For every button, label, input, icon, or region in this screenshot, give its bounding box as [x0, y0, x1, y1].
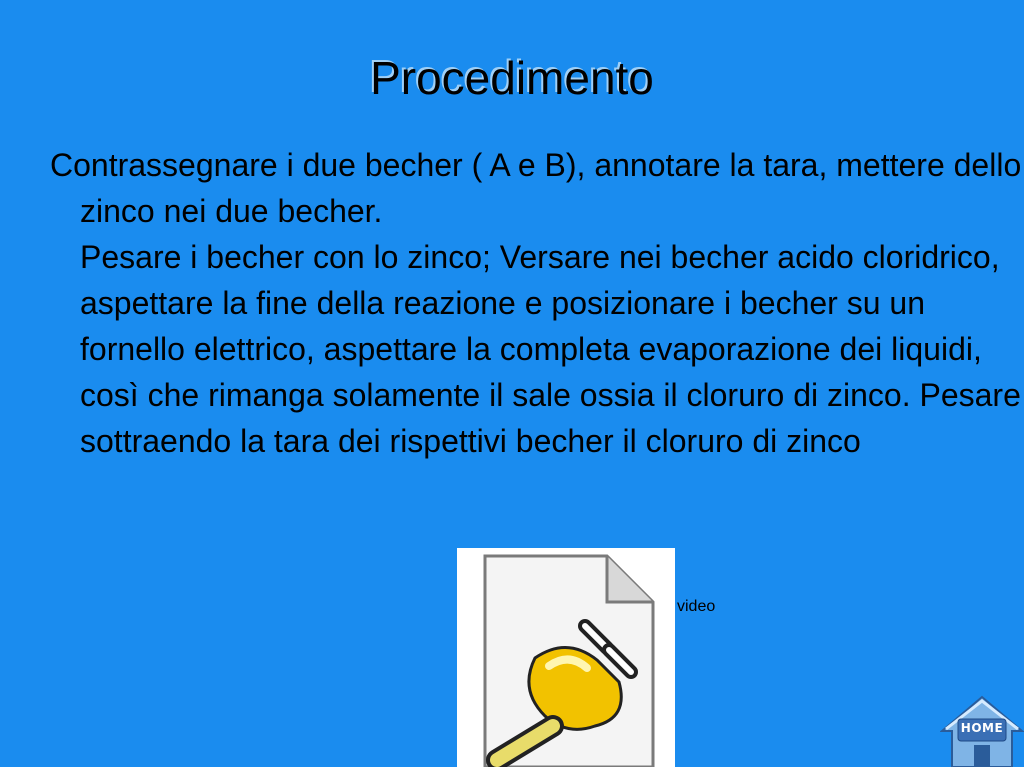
home-button[interactable]	[940, 693, 1024, 767]
slide-body-text: Contrassegnare i due becher ( A e B), annotare la tara, mettere dello zinco nei due becher. Pesare i becher con lo zinco; Versare nei becher acido cloridrico, aspettare la fine della reazione e posizionare i becher su un fornello elettrico, aspettare la completa evaporazione dei liquidi, così che rimanga solamente il sale ossia il cloruro di zinco. Pesare sottraendo la tara dei rispettivi becher il cloruro di zinco	[50, 147, 1022, 459]
missing-plugin-icon	[457, 548, 675, 767]
video-label: video	[677, 598, 716, 615]
home-label: HOME	[960, 721, 1004, 735]
video-plugin-placeholder[interactable]	[457, 548, 675, 767]
slide-title: Procedimento	[370, 52, 654, 104]
